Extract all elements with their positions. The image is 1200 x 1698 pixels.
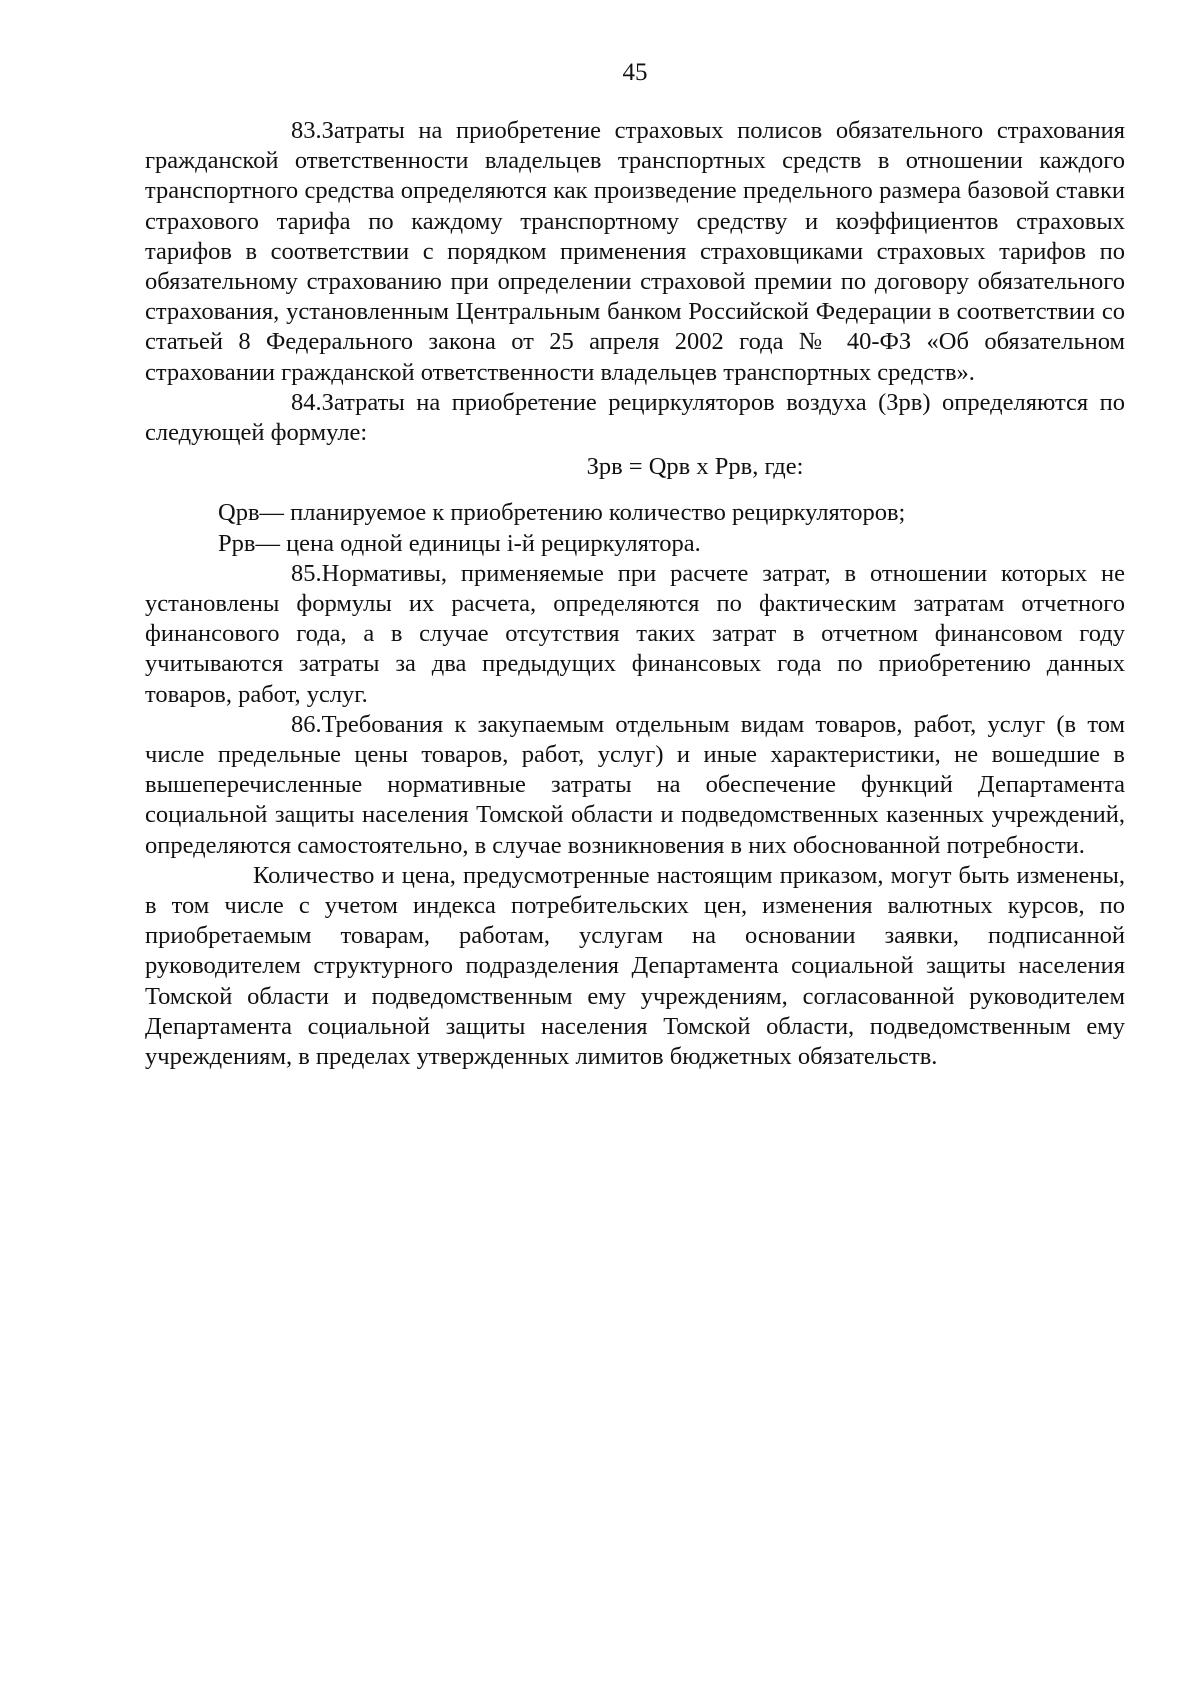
paragraph-84 <box>145 388 1125 448</box>
paragraph-text: Затраты на приобретение рециркуляторов воздуха (Зрв) определяются по следующей формуле: <box>145 388 1125 447</box>
paragraph-text: Нормативы, применяемые при расчете затрат, в отношении которых не установлены формулы их расчета, определяются по фактическим затратам отчетного финансового года, а в случае отсутствия таких затрат в отчетном финансовом году учитываются затраты за два предыдущих финансовых года по приобретению данных товаров, работ, услуг. <box>145 559 1125 708</box>
paragraph-number: 85. <box>291 559 322 587</box>
closing-paragraph: Количество и цена, предусмотренные настоящим приказом, могут быть изменены, в том числе с учетом индекса потребительских цен, изменения валютных курсов, по приобретаемым товарам, работам, услугам на основании заявки, подписанной руководителем структурного подразделения Департамента социальной защиты населения Томской области и подведомственным ему учреждениям, согласованной руководителем Департамента социальной защиты населения Томской области, подведомственным ему учреждениям, в пределах утвержденных лимитов бюджетных обязательств. <box>145 861 1125 1071</box>
paragraph-text: Затраты на приобретение страховых полисов обязательного страхования гражданской ответственности владельцев транспортных средств в отношении каждого транспортного средства определяются как произведение предельного размера базовой ставки страхового тарифа по каждому транспортному средству и коэффициентов страховых тарифов в соответствии с порядком применения страховщиками страховых тарифов по обязательному страхованию при определении страховой премии по договору обязательного страхования, установленным Центральным банком Российской Федерации в соответствии со статьей 8 Федерального закона от 25 апреля 2002 года № 40-ФЗ «Об обязательном страховании гражданской ответственности владельцев транспортных средств». <box>145 117 1125 386</box>
paragraph-number: 83. <box>291 117 322 144</box>
paragraph-86 <box>145 710 1125 861</box>
paragraph-83 <box>145 116 1125 388</box>
document-body <box>145 116 1125 1072</box>
definition-qrv: Qрв— планируемое к приобретению количество рециркуляторов; <box>218 499 906 527</box>
formula: Зрв = Qрв х Ррв, где: <box>586 453 804 481</box>
paragraph-number: 84. <box>291 388 322 416</box>
paragraph-number: 86. <box>291 710 322 738</box>
page-number: 45 <box>622 59 648 86</box>
paragraph-85 <box>145 559 1125 710</box>
paragraph-text: Требования к закупаемым отдельным видам товаров, работ, услуг (в том числе предельные цены товаров, работ, услуг) и иные характеристики, не вошедшие в вышеперечисленные нормативные затраты на обеспечение функций Департамента социальной защиты населения Томской области и подведомственных казенных учреждений, определяются самостоятельно, в случае возникновения в них обоснованной потребности. <box>145 710 1125 859</box>
definition-prv: Ррв— цена одной единицы i-й рециркулятора. <box>218 529 701 557</box>
